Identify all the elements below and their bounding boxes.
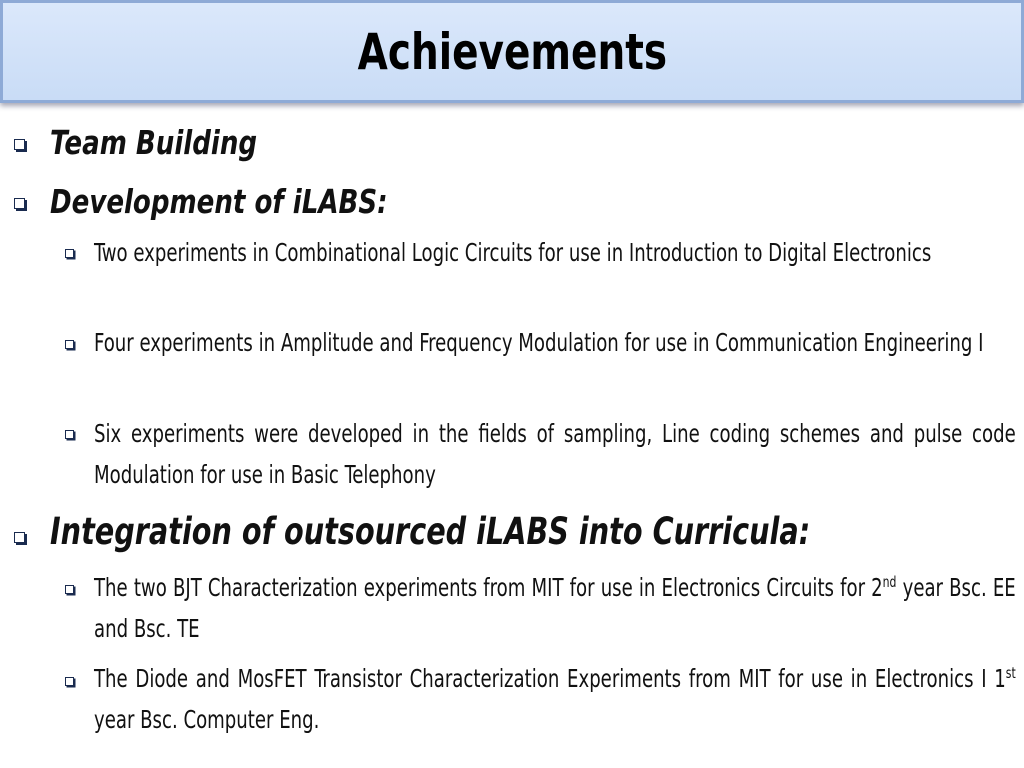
- bullet-square-icon: [14, 139, 25, 150]
- subitem-amplitude-frequency: Four experiments in Amplitude and Frequency Modulation for use in Communication Engineering I: [94, 328, 984, 357]
- item-development-ilabs: Development of iLABS:: [50, 182, 388, 221]
- bullet-square-icon: [65, 430, 74, 439]
- ordinal-suffix: nd: [882, 573, 897, 591]
- item-integration-curricula: Integration of outsourced iLABS into Curricula:: [50, 510, 811, 553]
- subitem-diode-mosfet: [94, 658, 1016, 740]
- subitem-bjt-text-end: year Bsc. EE and Bsc. TE: [94, 573, 1016, 643]
- title-bar: [0, 0, 1024, 103]
- bullet-square-icon: [65, 249, 74, 258]
- item-team-building: Team Building: [50, 123, 258, 162]
- slide-title: Achievements: [357, 22, 667, 81]
- ordinal-suffix: st: [1005, 664, 1016, 682]
- bullet-square-icon: [14, 532, 25, 543]
- subitem-bjt-text: The two BJT Characterization experiments from MIT for use in Electronics Circuits for 2: [94, 573, 883, 602]
- bullet-square-icon: [14, 198, 25, 209]
- bullet-square-icon: [65, 677, 74, 686]
- subitem-diode-text-end: year Bsc. Computer Eng.: [94, 705, 320, 734]
- subitem-bjt-characterization: [94, 567, 1016, 649]
- bullet-square-icon: [65, 585, 74, 594]
- subitem-diode-text: The Diode and MosFET Transistor Characterization Experiments from MIT for use in Electronics I 1: [94, 664, 1006, 693]
- subitem-combinational-logic: Two experiments in Combinational Logic Circuits for use in Introduction to Digital Electronics: [94, 238, 932, 267]
- subitem-sampling-line-coding: Six experiments were developed in the fields of sampling, Line coding schemes and pulse code Modulation for use in Basic Telephony: [94, 419, 1016, 489]
- bullet-square-icon: [65, 340, 74, 349]
